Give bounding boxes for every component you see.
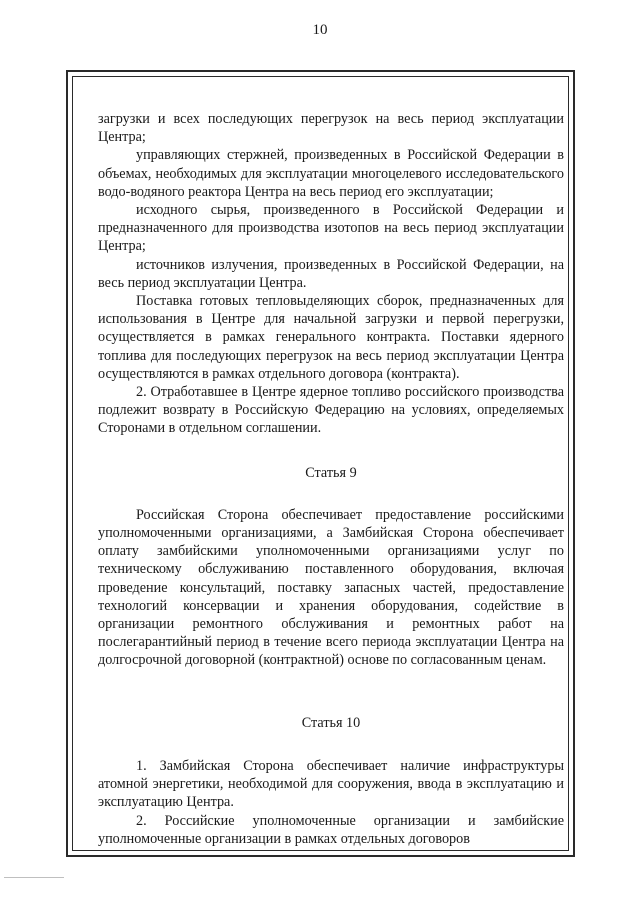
paragraph: Поставка готовых тепловыделяющих сборок, предназначенных для использования в Центре для начальной загрузки и первой перегрузки, осуществляется в рамках генерального контракта. Поставки ядерного топлива для последующих перегрузок на весь период эксплуатации Центра осуществляются в рамках отдельного договора (контракта). xyxy=(98,293,564,382)
paragraph: источников излучения, произведенных в Российской Федерации, на весь период эксплуатации Центра. xyxy=(98,256,564,291)
page-number: 10 xyxy=(312,22,328,38)
article-9-paragraph: Российская Сторона обеспечивает предоставление российскими уполномоченными организациями, а Замбийская Сторона обеспечивает оплату замбийскими уполномоченными организациями услуг по техническому обслуживанию поставленного оборудования, включая проведение консультаций, поставку запасных частей, предоставление технологий консервации и хранения оборудования, содействие в организации ремонтного обслуживания и ремонтных работ на послегарантийный период в течение всего периода эксплуатации Центра на долгосрочной договорной (контрактной) основе по согласованным ценам. xyxy=(98,506,564,669)
paragraph: управляющих стержней, произведенных в Российской Федерации в объемах, необходимых для эксплуатации многоцелевого исследовательского водо-водяного реактора Центра на весь период его эксплуатации; xyxy=(98,147,564,200)
scan-edge-line xyxy=(4,877,64,878)
article-9-heading: Статья 9 xyxy=(305,464,357,481)
article-10-heading: Статья 10 xyxy=(301,714,361,731)
document-body xyxy=(98,110,564,848)
article-10-paragraph: 2. Российские уполномоченные организации и замбийские уполномоченные организации в рамках отдельных договоров xyxy=(98,812,564,847)
article-10-paragraph: 1. Замбийская Сторона обеспечивает наличие инфраструктуры атомной энергетики, необходимой для сооружения, ввода в эксплуатацию и эксплуатацию Центра. xyxy=(98,757,564,811)
paragraph: 2. Отработавшее в Центре ядерное топливо российского производства подлежит возврату в Российскую Федерацию на условиях, определяемых Сторонами в отдельном соглашении. xyxy=(98,384,564,437)
paragraph: загрузки и всех последующих перегрузок на весь период эксплуатации Центра; xyxy=(98,111,564,146)
paragraph: исходного сырья, произведенного в Российской Федерации и предназначенного для производства изотопов на весь период эксплуатации Центра; xyxy=(98,202,564,255)
